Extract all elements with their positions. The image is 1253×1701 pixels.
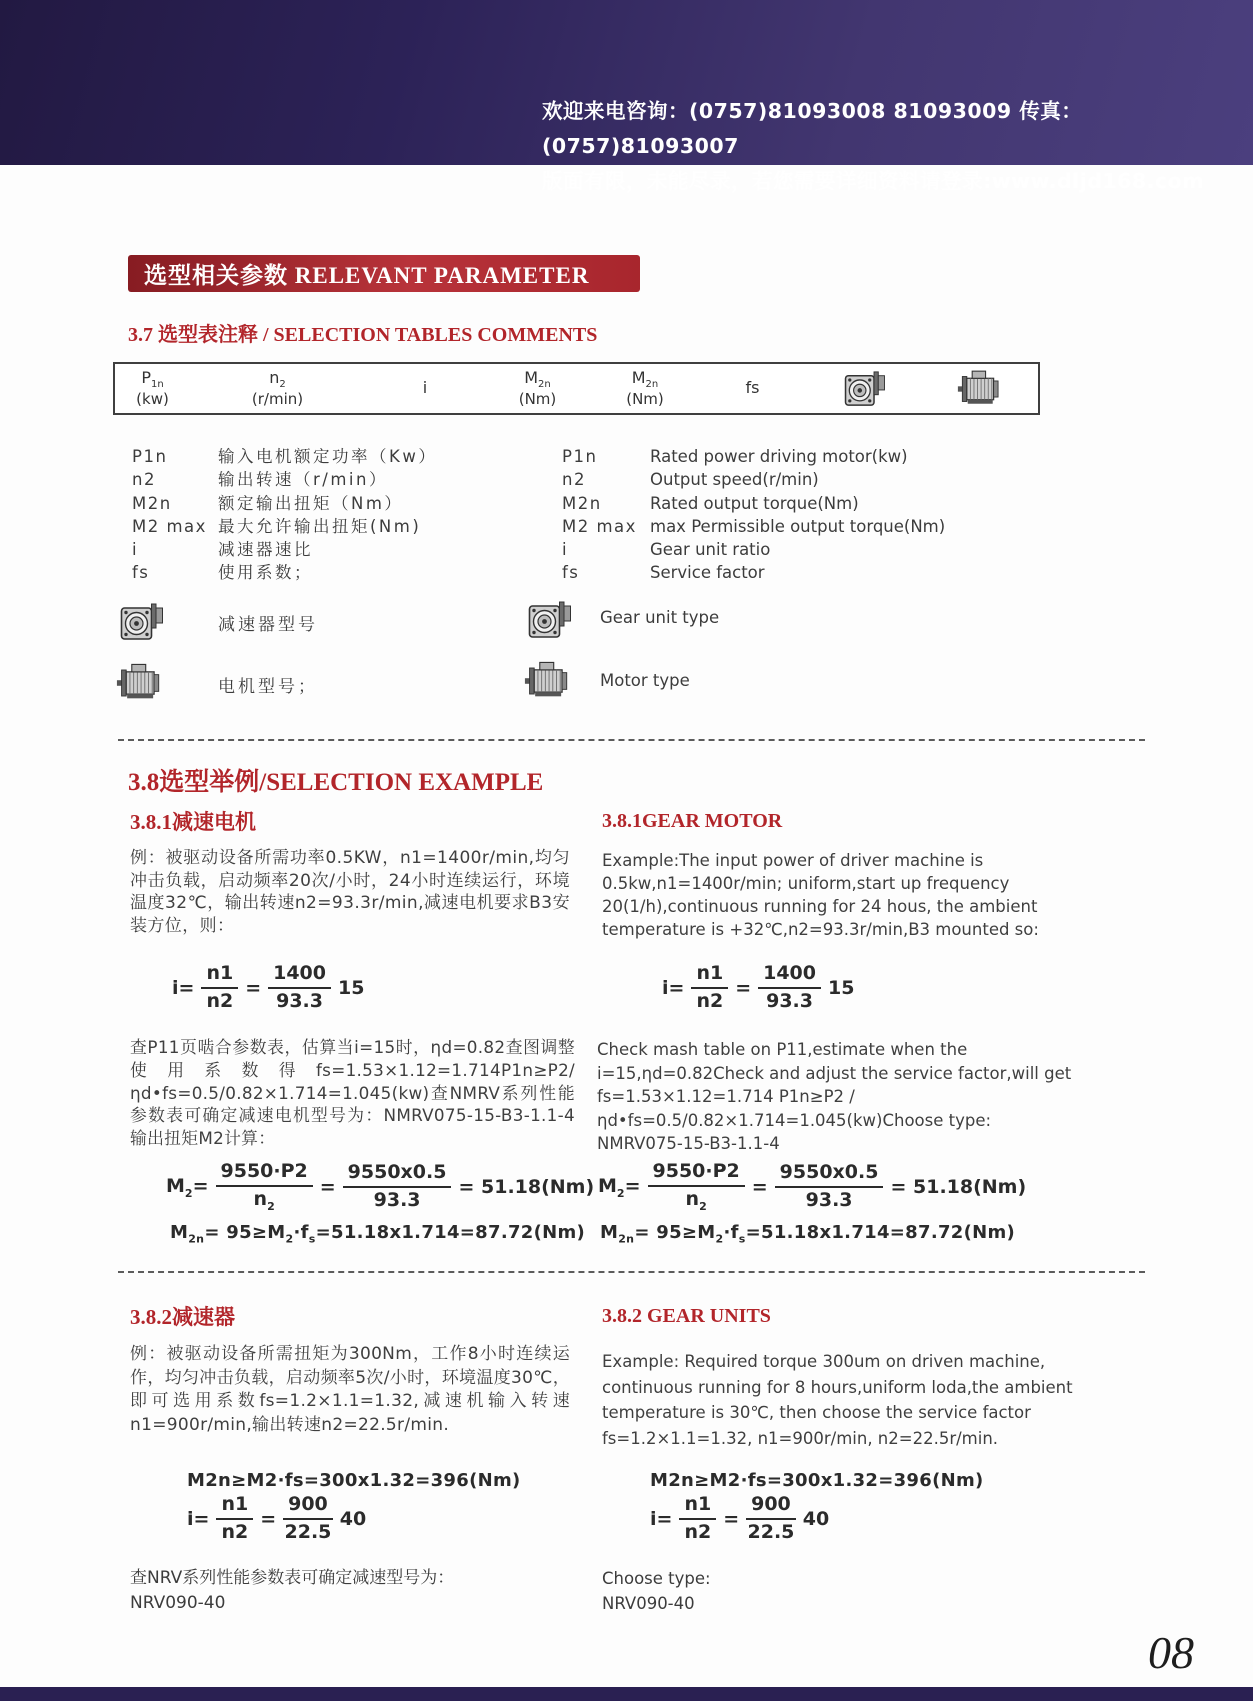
- col-gearbox: [805, 370, 925, 408]
- m2n-requirement-line-cn: M2n≥M2·fs=300x1.32=396(Nm): [187, 1470, 521, 1491]
- motor-type-label-en: Motor type: [600, 671, 690, 690]
- m2n-requirement-line-en: M2n≥M2·fs=300x1.32=396(Nm): [650, 1470, 984, 1491]
- definition-row: i Gear unit ratio: [562, 540, 771, 560]
- col-n2: $n_2$ (r/min): [251, 368, 304, 408]
- worm-gearbox-icon: [120, 602, 164, 642]
- m2n-check-line-cn: $M_{2n}= 95\ge M_2\cdot f_s=51.18x1.714=87.72(Nm)$: [170, 1222, 586, 1246]
- gear-motor-calc-en: Check mash table on P11,estimate when the i=15,ηd=0.82Check and adjust the service factor,will get fs=1.53×1.12=1.714 P1n≥P2 /ηd•fs=0.5/0.82×1.714=1.045(kw)Choose type: NMRV075-15-B3-1.1-4: [597, 1040, 1072, 1153]
- col-m2n-max: $M_{2n}$ (Nm): [626, 368, 664, 408]
- definition-row: P1n Rated power driving motor(kw): [562, 447, 908, 466]
- definition-row: M2n Rated output torque(Nm): [562, 493, 859, 513]
- parameter-legend-table: [113, 362, 1040, 415]
- ratio-formula-cn: i= $\frac{n1}{n2}$ = $\frac{1400}{93.3}$ 15: [172, 962, 365, 1012]
- motor-icon: [116, 662, 168, 704]
- definition-row: i 减速器速比: [132, 540, 313, 560]
- gear-motor-example-en: Example:The input power of driver machine is 0.5kw,n1=1400r/min; uniform,start up frequency 20(1/h),continuous running for 24 hous, the ambient temperature is +32℃,n2=93.3r/min,B3 mounted so:: [602, 851, 1039, 939]
- torque-formula-en: $M_2=$ $\frac{9550\cdot P2}{n_2}$ = $\frac{9550x0.5}{93.3}$ = 51.18(Nm): [598, 1160, 1027, 1213]
- ratio-formula-382-cn: i= $\frac{n1}{n2}$ = $\frac{900}{22.5}$ 40: [187, 1493, 367, 1543]
- worm-gearbox-icon: [844, 370, 886, 408]
- gear-unit-example-cn: 例：被驱动设备所需扭矩为300Nm，工作8小时连续运作，均匀冲击负载，启动频率5次/小时，环境温度30℃，即可选用系数fs=1.2×1.1=1.32,减速机输入转速n1=900r/min,输出转速n2=22.5r/min.: [130, 1344, 570, 1435]
- section-3-8-2-heading-en: 3.8.2 GEAR UNITS: [602, 1305, 771, 1327]
- ratio-formula-382-en: i= $\frac{n1}{n2}$ = $\frac{900}{22.5}$ 40: [650, 1493, 830, 1543]
- definition-row: M2n 额定输出扭矩（Nm）: [132, 493, 404, 513]
- gear-motor-calc-cn: 查P11页啮合参数表，估算当i=15时，ηd=0.82查图调整使用系数得fs=1.53×1.12=1.714P1n≥P2/ηd•fs=0.5/0.82×1.714=1.045(kw)查NMRV系列性能参数表可确定减速电机型号为：NMRV075-15-B3-1.1-4输出扭矩M2计算：: [130, 1037, 575, 1149]
- divider-dashed: [118, 739, 1145, 741]
- page-number: 08: [1148, 1627, 1194, 1678]
- page-header-band: [0, 0, 1253, 193]
- col-p1n: $P_{1n}$ (kw): [136, 368, 169, 408]
- col-fs: fs: [745, 378, 760, 398]
- col-motor: [925, 369, 1038, 409]
- ratio-formula-en: i= $\frac{n1}{n2}$ = $\frac{1400}{93.3}$ 15: [662, 962, 855, 1012]
- gearbox-type-label-cn: 减速器型号: [218, 615, 318, 635]
- section-3-8-heading: 3.8选型举例/SELECTION EXAMPLE: [128, 769, 544, 796]
- gear-unit-example-en: Example: Required torque 300um on driven machine, continuous running for 8 hours,uniform loda,the ambient temperature is 30℃, then choose the service factor fs=1.2×1.1=1.32, n1=900r/min, n2=22.5r/min.: [602, 1352, 1073, 1448]
- banner-title: 选型相关参数 RELEVANT PARAMETER: [144, 263, 590, 288]
- definition-row: fs Service factor: [562, 563, 765, 583]
- section-3-8-1-heading-cn: 3.8.1减速电机: [130, 810, 256, 834]
- definition-row: n2 Output speed(r/min): [562, 470, 819, 490]
- definition-row: n2 输出转速（r/min）: [132, 470, 388, 490]
- motor-type-label-cn: 电机型号；: [218, 677, 318, 697]
- gearbox-type-label-en: Gear unit type: [600, 608, 720, 627]
- chosen-type-en: Choose type: NRV090-40: [602, 1569, 711, 1613]
- definitions-cn: [132, 445, 547, 585]
- website-line: 版面有限，未能尽录，若您需要详细资料请登录:www.dljd168.com: [542, 169, 1205, 193]
- section-banner: [128, 255, 640, 292]
- gear-motor-example-cn: 例：被驱动设备所需功率0.5KW，n1=1400r/min,均匀冲击负载，启动频率20次/小时，24小时连续运行，环境温度32℃，输出转速n2=93.3r/min,减速电机要求B3安装方位，则：: [130, 848, 570, 936]
- definitions-en: [562, 445, 1092, 585]
- contact-info: [542, 94, 1253, 199]
- motor-icon: [957, 369, 1007, 409]
- col-i: i: [422, 378, 428, 398]
- section-3-8-2-heading-cn: 3.8.2减速器: [130, 1305, 235, 1329]
- definition-row: M2 max 最大允许输出扭矩(Nm): [132, 516, 422, 536]
- worm-gearbox-icon: [528, 600, 572, 640]
- page-footer-band: [0, 1687, 1253, 1701]
- divider-dashed: [118, 1271, 1145, 1273]
- m2n-check-line-en: $M_{2n}= 95\ge M_2\cdot f_s=51.18x1.714=87.72(Nm)$: [600, 1222, 1016, 1246]
- chosen-type-cn: 查NRV系列性能参数表可确定减速型号为： NRV090-40: [130, 1568, 455, 1613]
- motor-icon: [524, 660, 576, 702]
- torque-formula-cn: $M_2=$ $\frac{9550\cdot P2}{n_2}$ = $\frac{9550x0.5}{93.3}$ = 51.18(Nm): [166, 1160, 595, 1213]
- definition-row: M2 max max Permissible output torque(Nm): [562, 516, 946, 536]
- col-m2n: $M_{2n}$ (Nm): [518, 368, 557, 408]
- contact-line: 欢迎来电咨询：(0757)81093008 81093009 传真：(0757)81093007: [542, 99, 1083, 158]
- section-3-8-1-heading-en: 3.8.1GEAR MOTOR: [602, 810, 783, 832]
- section-3-7-heading: 3.7 选型表注释 / SELECTION TABLES COMMENTS: [128, 324, 598, 346]
- definition-row: P1n 输入电机额定功率（Kw）: [132, 447, 438, 466]
- definition-row: fs 使用系数；: [132, 563, 313, 583]
